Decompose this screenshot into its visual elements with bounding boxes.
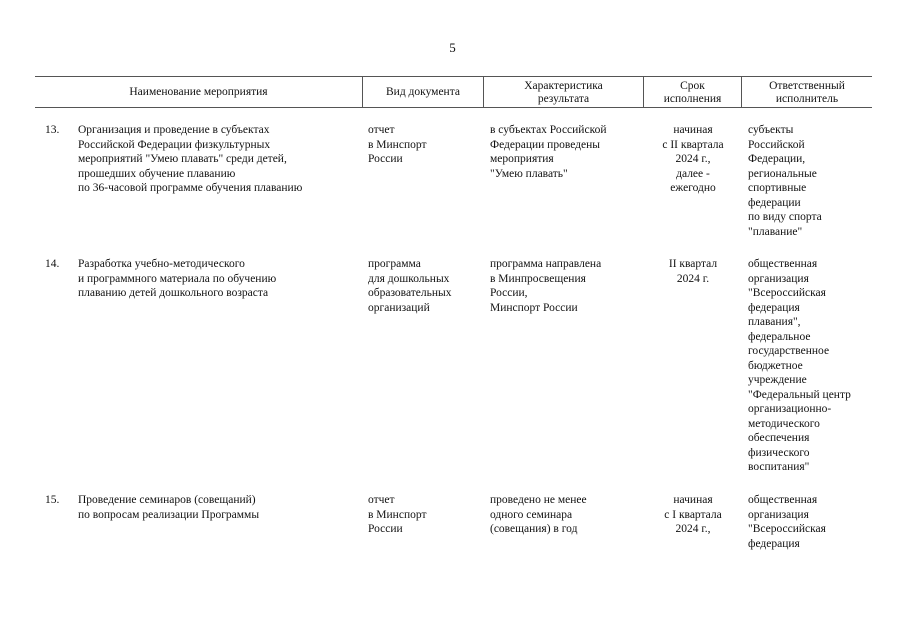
row-number: 13. bbox=[45, 124, 60, 136]
result-description: в субъектах Российской Федерации проведены мероприятия "Умею плавать" bbox=[490, 124, 607, 180]
responsible-party: субъекты Российской Федерации, региональные спортивные федерации по виду спорта "плавание" bbox=[748, 124, 822, 238]
header-bottom-rule bbox=[35, 107, 872, 108]
result-description: программа направлена в Минпросвещения России, Минспорт России bbox=[490, 258, 602, 314]
header-result: Характеристика результата bbox=[524, 79, 603, 105]
responsible-party: общественная организация "Всероссийская федерация плавания", федеральное государственное бюджетное учреждение "Федеральный центр организационно- методического обеспечения физического воспитания" bbox=[748, 258, 851, 473]
header-doc: Вид документа bbox=[386, 86, 460, 98]
row-number: 14. bbox=[45, 258, 60, 270]
event-name: Организация и проведение в субъектах Российской Федерации физкультурных мероприятий "Умею плавать" среди детей, прошедших обучение плаванию по 36-часовой программе обучения плаванию bbox=[78, 124, 303, 194]
page-number: 5 bbox=[449, 40, 456, 55]
responsible-party: общественная организация "Всероссийская федерация bbox=[748, 494, 826, 550]
document-type: отчет в Минспорт России bbox=[368, 124, 427, 165]
event-name: Разработка учебно-методического и программного материала по обучению плаванию детей дошкольного возраста bbox=[78, 258, 277, 299]
event-name: Проведение семинаров (совещаний) по вопросам реализации Программы bbox=[78, 494, 260, 521]
header-resp: Ответственный исполнитель bbox=[769, 79, 845, 105]
deadline: II квартал 2024 г. bbox=[668, 258, 718, 285]
deadline: начиная с I квартала 2024 г., bbox=[664, 494, 722, 535]
table-top-rule bbox=[35, 76, 872, 77]
document-type: программа для дошкольных образовательных организаций bbox=[368, 258, 452, 314]
row-number: 15. bbox=[45, 494, 60, 506]
result-description: проведено не менее одного семинара (совещания) в год bbox=[490, 494, 587, 535]
deadline: начиная с II квартала 2024 г., далее - ежегодно bbox=[662, 124, 724, 194]
header-term: Срок исполнения bbox=[663, 79, 722, 105]
header-name: Наименование мероприятия bbox=[129, 86, 268, 98]
document-type: отчет в Минспорт России bbox=[368, 494, 427, 535]
